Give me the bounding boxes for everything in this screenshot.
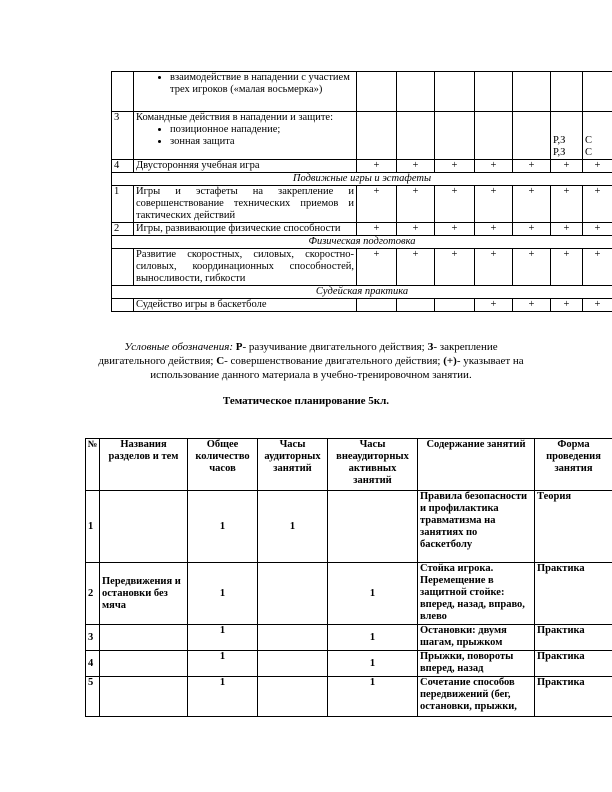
table-row — [112, 249, 612, 286]
thematic-plan-table — [85, 438, 612, 717]
header-cell: Часы внеаудиторных активных занятий — [328, 439, 418, 491]
row-text: Игры и эстафеты на закрепление и совершенствование технических приемов и тактических действий — [134, 186, 357, 223]
legend-code: З — [427, 341, 434, 353]
legend-text: - совершенствование двигательного действия; — [224, 355, 441, 367]
table-row — [86, 625, 612, 651]
table-row — [112, 186, 612, 223]
row-number: 2 — [112, 223, 134, 236]
list-item: • зонная защита — [170, 136, 354, 148]
table-row — [112, 223, 612, 236]
lesson-form: Практика — [535, 651, 612, 677]
mark: + — [513, 186, 551, 223]
row-number: 3 — [86, 625, 100, 651]
section-title: Физическая подготовка — [112, 236, 612, 249]
table-header-row — [86, 439, 612, 491]
section-name: Передвижения и остановки без мяча — [100, 563, 188, 625]
mark: + — [475, 249, 513, 286]
auditorium-hours — [258, 625, 328, 651]
extra-hours: 1 — [328, 625, 418, 651]
mark: + — [513, 160, 551, 173]
section-name — [100, 625, 188, 651]
mark: + — [513, 299, 551, 312]
table-row — [86, 651, 612, 677]
extra-hours: 1 — [328, 677, 418, 717]
header-cell: Общее количество часов — [188, 439, 258, 491]
row-text: Игры, развивающие физические способности — [134, 223, 357, 236]
mark: + — [397, 160, 435, 173]
section-name — [100, 651, 188, 677]
row-text: Развитие скоростных, силовых, скоростно-силовых, координационных способностей, выносливости, гибкости — [134, 249, 357, 286]
training-plan-table — [111, 71, 612, 312]
row-number: 2 — [86, 563, 100, 625]
mark: + — [551, 186, 583, 223]
table-row — [112, 299, 612, 312]
table-row — [112, 72, 612, 112]
lesson-form: Теория — [535, 491, 612, 563]
section-name — [100, 677, 188, 717]
extra-hours: 1 — [328, 651, 418, 677]
mark: + — [435, 186, 475, 223]
mark: + — [435, 249, 475, 286]
total-hours: 1 — [188, 491, 258, 563]
list-item: • позиционное нападение; — [170, 124, 354, 136]
lesson-content: Остановки: двумя шагам, прыжком — [418, 625, 535, 651]
mark: + — [435, 223, 475, 236]
mark: + — [397, 186, 435, 223]
mark: + — [357, 249, 397, 286]
mark: + — [583, 223, 612, 236]
mark: + — [357, 186, 397, 223]
row-number: 1 — [86, 491, 100, 563]
mark: + — [583, 249, 612, 286]
mark: + — [475, 160, 513, 173]
section-name — [100, 491, 188, 563]
section-title: Судейская практика — [112, 286, 612, 299]
row-text: Двусторонняя учебная игра — [134, 160, 357, 173]
mark: + — [583, 299, 612, 312]
mark: + — [513, 223, 551, 236]
legend-code: С — [216, 355, 225, 367]
mark: Р,З — [553, 147, 566, 158]
total-hours: 1 — [188, 563, 258, 625]
lesson-content: Стойка игрока. Перемещение в защитной стойке: вперед, назад, вправо, влево — [418, 563, 535, 625]
mark: С — [585, 147, 593, 158]
mark: Р,З — [553, 135, 566, 146]
mark: + — [551, 299, 583, 312]
section-row — [112, 286, 612, 299]
auditorium-hours — [258, 677, 328, 717]
legend-label: Условные обозначения: — [124, 341, 233, 353]
mark: + — [357, 223, 397, 236]
header-cell: Содержание занятий — [418, 439, 535, 491]
table-row — [112, 112, 612, 160]
row-number: 4 — [86, 651, 100, 677]
legend-text: - указывает на использование данного материала в учебно-тренировочном занятии. — [150, 355, 524, 381]
row-text: Командные действия в нападении и защите: — [136, 112, 333, 123]
mark: + — [551, 160, 583, 173]
auditorium-hours — [258, 651, 328, 677]
table-row — [86, 491, 612, 563]
extra-hours: 1 — [328, 563, 418, 625]
mark: + — [397, 249, 435, 286]
row-number: 1 — [112, 186, 134, 223]
row-text: Судейство игры в баскетболе — [134, 299, 357, 312]
lesson-form: Практика — [535, 563, 612, 625]
mark: + — [357, 160, 397, 173]
lesson-content: Правила безопасности и профилактика травматизма на занятиях по баскетболу — [418, 491, 535, 563]
total-hours: 1 — [188, 625, 258, 651]
total-hours: 1 — [188, 677, 258, 717]
list-item: • взаимодействие в нападении с участием трех игроков («малая восьмерка») — [170, 72, 354, 96]
legend-code: (+) — [443, 355, 457, 367]
section-row — [112, 173, 612, 186]
mark: + — [583, 186, 612, 223]
header-cell: Названия разделов и тем — [100, 439, 188, 491]
section-row — [112, 236, 612, 249]
auditorium-hours: 1 — [258, 491, 328, 563]
mark: С — [585, 135, 593, 146]
page-title: Тематическое планирование 5кл. — [222, 395, 390, 407]
legend-code: Р — [235, 341, 243, 353]
total-hours: 1 — [188, 651, 258, 677]
extra-hours — [328, 491, 418, 563]
lesson-form: Практика — [535, 677, 612, 717]
mark: + — [435, 160, 475, 173]
header-cell: Форма проведения занятия — [535, 439, 612, 491]
table-row — [112, 160, 612, 173]
mark: + — [397, 223, 435, 236]
header-cell: Часы аудиторных занятий — [258, 439, 328, 491]
legend-text: - разучивание двигательного действия; — [242, 341, 425, 353]
lesson-form: Практика — [535, 625, 612, 651]
lesson-content: Сочетание способов передвижений (бег, остановки, прыжки, — [418, 677, 535, 717]
mark: + — [513, 249, 551, 286]
legend — [96, 340, 526, 382]
mark: + — [551, 249, 583, 286]
section-title: Подвижные игры и эстафеты — [112, 173, 612, 186]
table-row — [86, 563, 612, 625]
mark: + — [475, 186, 513, 223]
row-number: 3 — [112, 112, 134, 160]
mark: + — [475, 223, 513, 236]
auditorium-hours — [258, 563, 328, 625]
table-row — [86, 677, 612, 717]
mark: + — [583, 160, 612, 173]
row-number: 5 — [86, 677, 100, 717]
header-cell: № — [86, 439, 100, 491]
row-number: 4 — [112, 160, 134, 173]
mark: + — [551, 223, 583, 236]
legend-text: - закрепление двигательного действия; — [98, 341, 498, 367]
lesson-content: Прыжки, повороты вперед, назад — [418, 651, 535, 677]
mark: + — [475, 299, 513, 312]
